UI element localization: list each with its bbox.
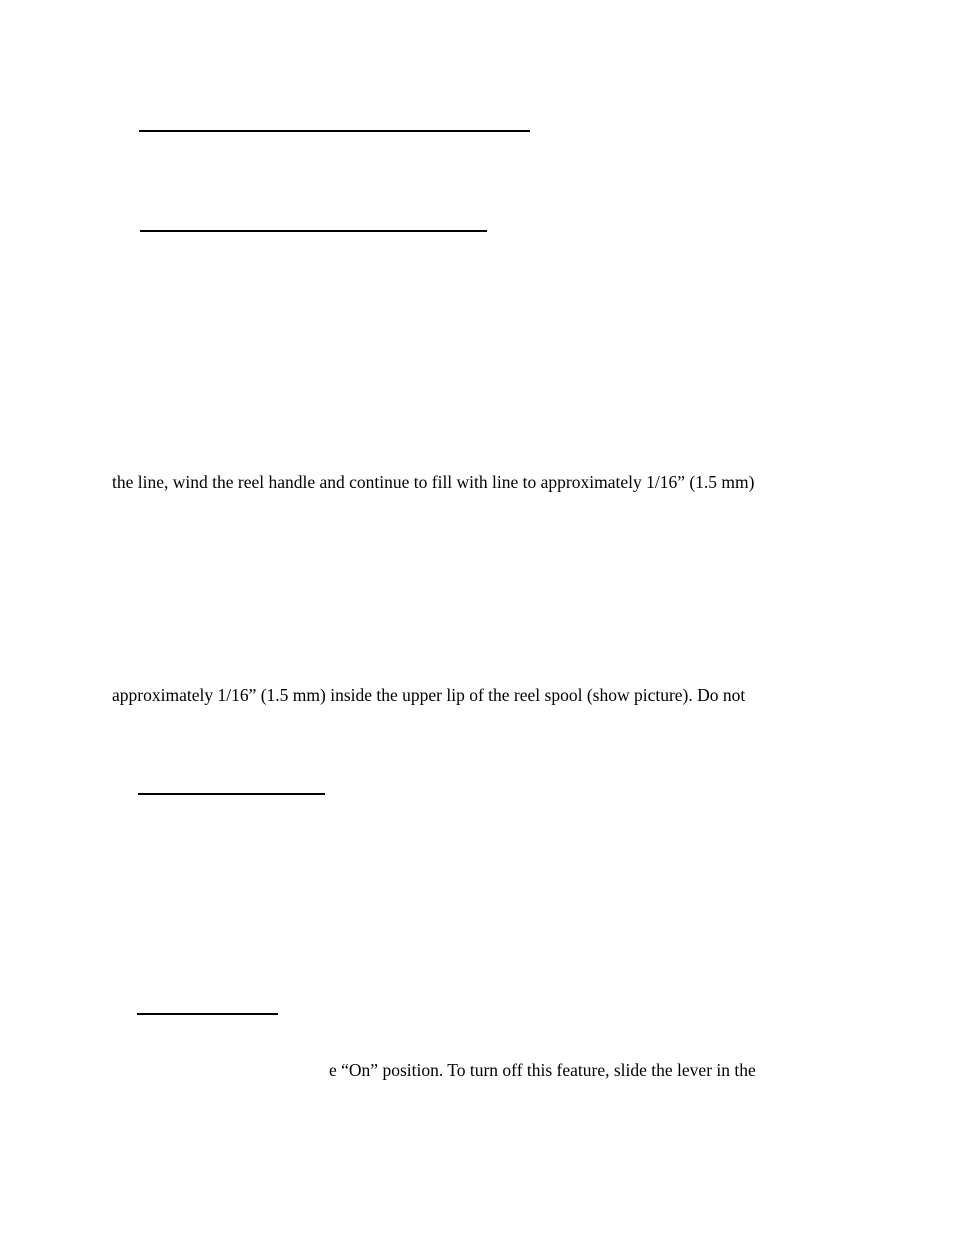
text-line-3: e “On” position. To turn off this feature, slide the lever in the [329, 1060, 756, 1080]
text-line-1: the line, wind the reel handle and continue to fill with line to approximately 1/16” (1.5 mm) [112, 472, 755, 492]
heading-underline-1 [139, 130, 530, 132]
heading-underline-4 [137, 1013, 278, 1015]
heading-underline-2 [140, 230, 487, 232]
heading-underline-3 [138, 793, 325, 795]
text-line-2: approximately 1/16” (1.5 mm) inside the upper lip of the reel spool (show picture). Do not [112, 685, 746, 705]
